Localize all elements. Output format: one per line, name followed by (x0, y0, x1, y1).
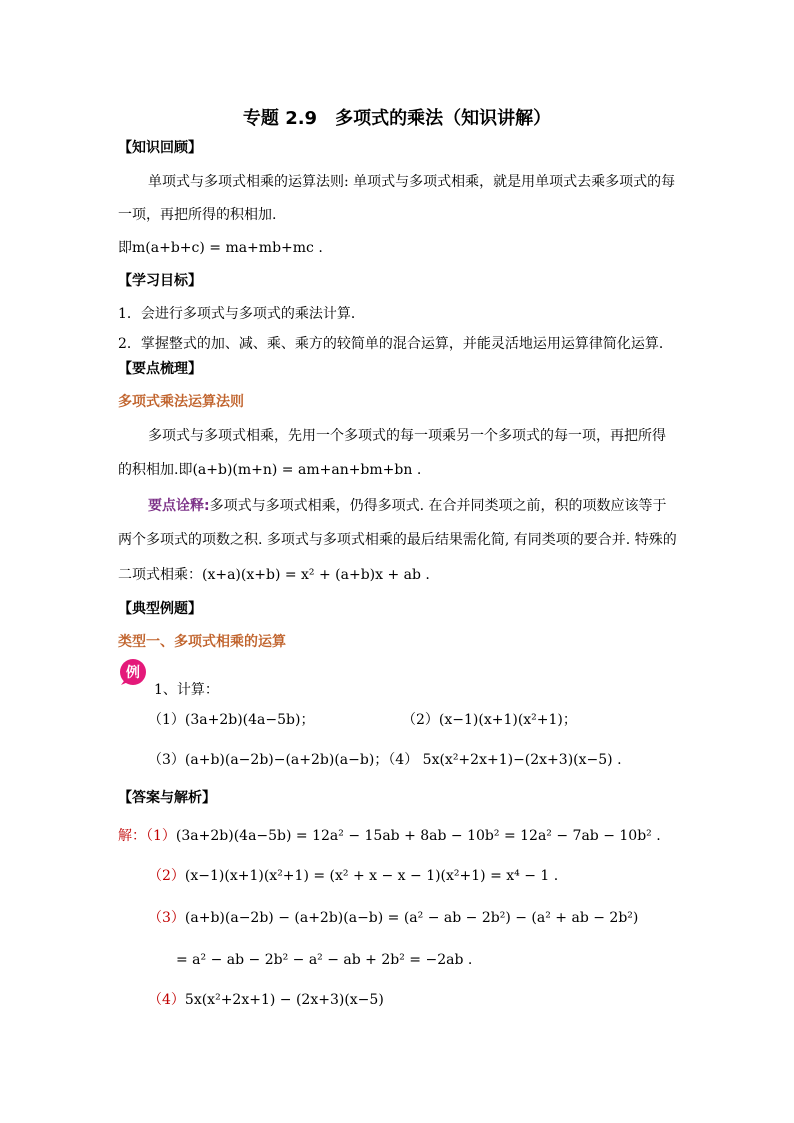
question-2: （2）(x−1)(x+1)(x²+1)； (402, 712, 577, 728)
note-line2: 两个多项式的项数之积. 多项式与多项式相乘的最后结果需化简, 有同类项的要合并. 特殊的 (118, 532, 677, 548)
type1-heading: 类型一、多项式相乘的运算 (118, 634, 286, 650)
points-subheading: 多项式乘法运算法则 (118, 394, 244, 410)
question-1: （1）(3a+2b)(4a−5b)； (148, 712, 315, 728)
answer-2-num: （2） (148, 868, 185, 884)
answer-3-num: （3） (148, 910, 185, 926)
page-title: 专题 2.9 多项式的乘法（知识讲解） (242, 108, 552, 129)
goal-item-1: 1．会进行多项式与多项式的乘法计算． (118, 306, 365, 322)
review-para-line2: 一项，再把所得的积相加. (118, 207, 277, 223)
answer-1 (118, 826, 661, 846)
goal-item-2: 2．掌握整式的加、减、乘、乘方的较简单的混合运算，并能灵活地运用运算律简化运算． (118, 336, 673, 352)
answer-2 (148, 866, 558, 886)
note-label: 要点诠释: (148, 498, 210, 514)
answer-4-text: 5x(x²+2x+1) − (2x+3)(x−5) (184, 992, 384, 1008)
answer-4 (148, 990, 384, 1010)
answer-4-num: （4） (148, 992, 185, 1008)
question-3-4: （3）(a+b)(a−2b)−(a+2b)(a−b)；（4） 5x(x²+2x+1)−(2x+3)(x−5) . (148, 752, 622, 768)
example-badge-icon (118, 657, 148, 687)
examples-heading: 【典型例题】 (118, 601, 202, 617)
goals-heading: 【学习目标】 (118, 273, 202, 289)
question-intro: 1、计算： (154, 682, 219, 698)
answer-2-text: (x−1)(x+1)(x²+1) = (x² + x − x − 1)(x²+1) = x⁴ − 1 . (184, 868, 559, 884)
badge-label: 例 (126, 665, 140, 681)
note-line3: 二项式相乘：(x+a)(x+b) = x² + (a+b)x + ab . (118, 567, 430, 583)
review-heading: 【知识回顾】 (118, 140, 202, 156)
answer-3-text: (a+b)(a−2b) − (a+2b)(a−b) = (a² − ab − 2b²) − (a² + ab − 2b²) (184, 910, 639, 926)
answer-3 (148, 908, 638, 928)
answer-3-continued: = a² − ab − 2b² − a² − ab + 2b² = −2ab . (176, 952, 473, 968)
answer-1-num: （1） (146, 828, 176, 844)
review-para-line1: 单项式与多项式相乘的运算法则: 单项式与多项式相乘，就是用单项式去乘多项式的每 (148, 174, 676, 190)
answer-label: 解： (118, 828, 146, 844)
points-para-line1: 多项式与多项式相乘，先用一个多项式的每一项乘另一个多项式的每一项，再把所得 (148, 428, 666, 444)
points-para-line2: 的积相加.即(a+b)(m+n) = am+an+bm+bn . (118, 462, 422, 478)
note-line1-text: 多项式与多项式相乘，仍得多项式. 在合并同类项之前，积的项数应该等于 (209, 498, 667, 514)
answer-1-text: (3a+2b)(4a−5b) = 12a² − 15ab + 8ab − 10b² = 12a² − 7ab − 10b² . (175, 828, 661, 844)
answer-heading: 【答案与解析】 (118, 790, 216, 806)
points-heading: 【要点梳理】 (118, 361, 202, 377)
review-formula: 即m(a+b+c) = ma+mb+mc . (118, 240, 323, 256)
note-line1 (148, 496, 667, 516)
